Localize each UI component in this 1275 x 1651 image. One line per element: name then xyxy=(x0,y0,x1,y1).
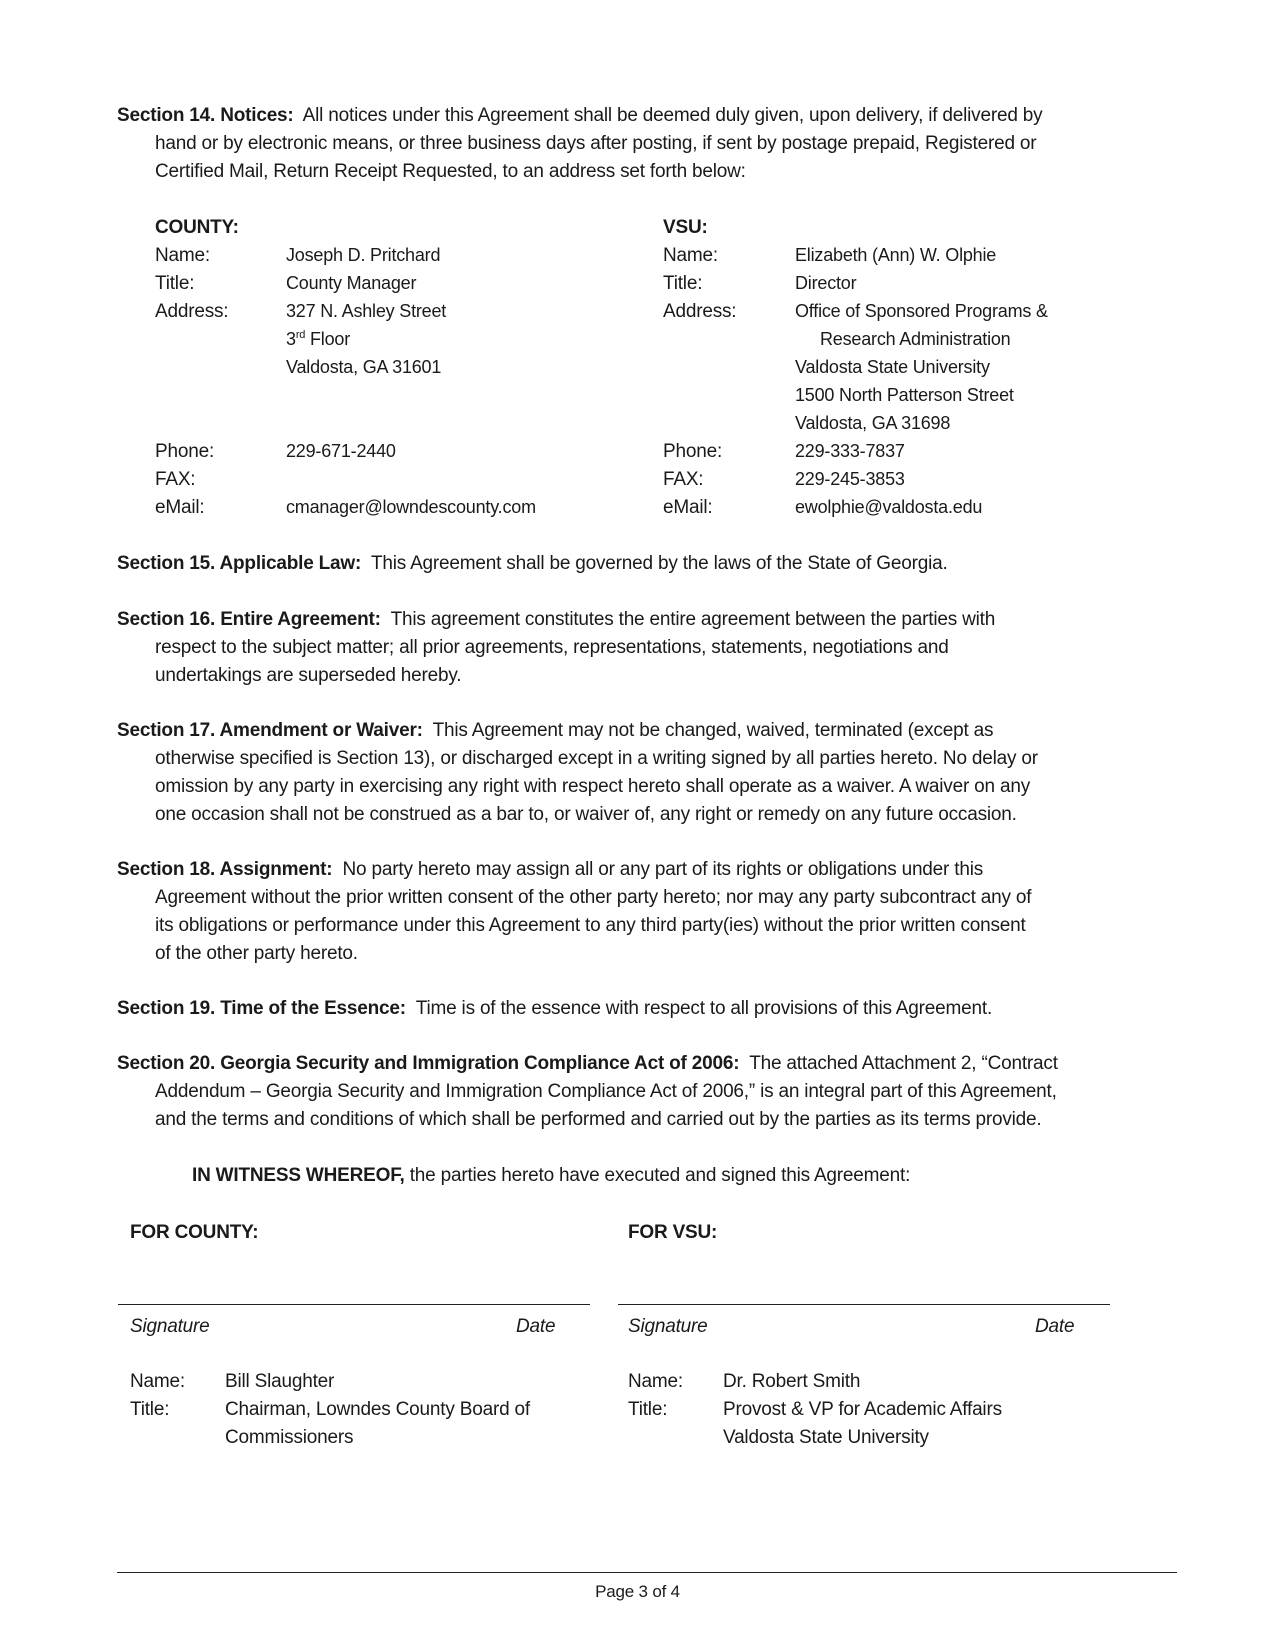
section-20 xyxy=(117,1050,1177,1134)
vsu-date-label: Date xyxy=(1035,1316,1075,1337)
section-text: Addendum – Georgia Security and Immigration Compliance Act of 2006,” is an integral part of this Agreement, xyxy=(155,1081,1057,1102)
for-county-header: FOR COUNTY: xyxy=(130,1222,259,1243)
section-heading: Section 18. Assignment: xyxy=(117,859,333,880)
vsu-signature-line xyxy=(618,1304,1110,1305)
section-text: hand or by electronic means, or three business days after posting, if sent by postage prepaid, Registered or xyxy=(155,133,1037,154)
county-address-line: 3rd Floor xyxy=(286,329,351,349)
county-name-label: Name: xyxy=(155,245,210,266)
vsu-signer-name: Dr. Robert Smith xyxy=(723,1371,861,1392)
vsu-fax: 229-245-3853 xyxy=(795,469,905,489)
vsu-email-label: eMail: xyxy=(663,497,713,518)
section-16 xyxy=(117,606,1177,690)
vsu-phone-label: Phone: xyxy=(663,441,723,462)
county-email-label: eMail: xyxy=(155,497,205,518)
vsu-address-line: 1500 North Patterson Street xyxy=(795,385,1014,405)
county-phone-label: Phone: xyxy=(155,441,215,462)
vsu-address-line: Research Administration xyxy=(820,329,1011,349)
section-heading: Section 14. Notices: xyxy=(117,105,294,126)
section-text: The attached Attachment 2, “Contract xyxy=(749,1053,1058,1074)
county-header: COUNTY: xyxy=(155,217,239,238)
vsu-signature-label: Signature xyxy=(628,1316,708,1337)
vsu-address-line: Office of Sponsored Programs & xyxy=(795,301,1048,321)
county-email: cmanager@lowndescounty.com xyxy=(286,497,536,517)
county-name: Joseph D. Pritchard xyxy=(286,245,441,265)
section-19 xyxy=(117,995,1177,1023)
county-address-label: Address: xyxy=(155,301,229,322)
county-signer-title: Commissioners xyxy=(225,1427,354,1448)
county-title: County Manager xyxy=(286,273,417,293)
vsu-address-label: Address: xyxy=(663,301,737,322)
section-text: This Agreement may not be changed, waived, terminated (except as xyxy=(432,720,994,741)
county-signer-title: Chairman, Lowndes County Board of xyxy=(225,1399,530,1420)
section-text: Agreement without the prior written consent of the other party hereto; nor may any party subcontract any of xyxy=(155,887,1032,908)
section-text: Time is of the essence with respect to all provisions of this Agreement. xyxy=(415,998,993,1019)
section-18 xyxy=(117,856,1177,968)
footer-rule xyxy=(117,1572,1177,1573)
vsu-signer-title: Valdosta State University xyxy=(723,1427,929,1448)
vsu-address-line: Valdosta, GA 31698 xyxy=(795,413,951,433)
county-date-label: Date xyxy=(516,1316,556,1337)
page-number: Page 3 of 4 xyxy=(595,1582,680,1601)
section-heading: Section 16. Entire Agreement: xyxy=(117,609,381,630)
section-text: All notices under this Agreement shall be deemed duly given, upon delivery, if delivered by xyxy=(302,105,1043,126)
section-17 xyxy=(117,717,1177,829)
vsu-signer-title-label: Title: xyxy=(628,1399,668,1420)
for-vsu-header: FOR VSU: xyxy=(628,1222,718,1243)
county-signer-name-label: Name: xyxy=(130,1371,185,1392)
vsu-title-label: Title: xyxy=(663,273,703,294)
county-phone: 229-671-2440 xyxy=(286,441,396,461)
section-15 xyxy=(117,550,1177,578)
vsu-name: Elizabeth (Ann) W. Olphie xyxy=(795,245,997,265)
section-heading: Section 17. Amendment or Waiver: xyxy=(117,720,423,741)
section-text: This Agreement shall be governed by the laws of the State of Georgia. xyxy=(370,553,948,574)
vsu-header: VSU: xyxy=(663,217,708,238)
section-14 xyxy=(117,102,1177,186)
section-text: omission by any party in exercising any right with respect hereto shall operate as a waiver. A waiver on any xyxy=(155,776,1031,797)
county-address-line: Valdosta, GA 31601 xyxy=(286,357,442,377)
section-heading: Section 19. Time of the Essence: xyxy=(117,998,406,1019)
section-text: respect to the subject matter; all prior agreements, representations, statements, negotiations and xyxy=(155,637,949,658)
section-text: and the terms and conditions of which shall be performed and carried out by the parties as its terms provide. xyxy=(155,1109,1042,1130)
section-text: Certified Mail, Return Receipt Requested, to an address set forth below: xyxy=(155,161,746,182)
county-address-line: 327 N. Ashley Street xyxy=(286,301,447,321)
vsu-title: Director xyxy=(795,273,857,293)
vsu-email: ewolphie@valdosta.edu xyxy=(795,497,983,517)
vsu-phone: 229-333-7837 xyxy=(795,441,905,461)
section-text: one occasion shall not be construed as a bar to, or waiver of, any right or remedy on any future occasion. xyxy=(155,804,1017,825)
county-signature-label: Signature xyxy=(130,1316,210,1337)
section-text: otherwise specified is Section 13), or discharged except in a writing signed by all parties hereto. No delay or xyxy=(155,748,1038,769)
vsu-signer-name-label: Name: xyxy=(628,1371,683,1392)
county-signer-title-label: Title: xyxy=(130,1399,170,1420)
vsu-name-label: Name: xyxy=(663,245,718,266)
section-text: its obligations or performance under this Agreement to any third party(ies) without the prior written consent xyxy=(155,915,1026,936)
section-text: of the other party hereto. xyxy=(155,943,358,964)
section-heading: Section 20. Georgia Security and Immigration Compliance Act of 2006: xyxy=(117,1053,740,1074)
vsu-fax-label: FAX: xyxy=(663,469,704,490)
vsu-signer-title: Provost & VP for Academic Affairs xyxy=(723,1399,1002,1420)
section-text: No party hereto may assign all or any part of its rights or obligations under this xyxy=(342,859,984,880)
section-text: undertakings are superseded hereby. xyxy=(155,665,462,686)
witness-statement: IN WITNESS WHEREOF, the parties hereto have executed and signed this Agreement: xyxy=(192,1165,911,1186)
county-signer-name: Bill Slaughter xyxy=(225,1371,335,1392)
county-title-label: Title: xyxy=(155,273,195,294)
county-fax-label: FAX: xyxy=(155,469,196,490)
section-heading: Section 15. Applicable Law: xyxy=(117,553,362,574)
section-text: This agreement constitutes the entire agreement between the parties with xyxy=(390,609,996,630)
county-signature-line xyxy=(118,1304,590,1305)
vsu-address-line: Valdosta State University xyxy=(795,357,990,377)
